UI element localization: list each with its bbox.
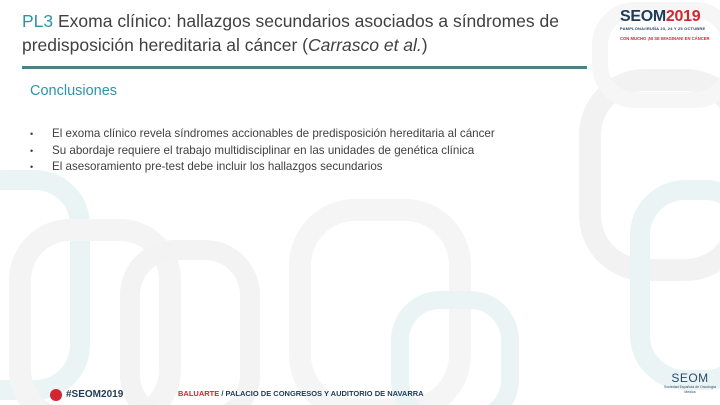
venue-highlight: BALUARTE — [178, 389, 220, 398]
title-code: PL3 — [22, 11, 54, 31]
conclusions-list — [30, 126, 590, 176]
title-close: ) — [421, 35, 428, 55]
slide-title — [22, 9, 582, 57]
list-item-text: El exoma clínico revela síndromes accionables de predisposición hereditaria al cáncer — [52, 127, 495, 140]
hashtag-icon — [50, 389, 62, 401]
list-item-text: El asesoramiento pre-test debe incluir los hallazgos secundarios — [52, 160, 383, 173]
logo-wordmark — [620, 8, 716, 26]
logo-name: SEOM — [620, 8, 666, 25]
logo-tagline: PAMPLONA/IRUÑA 23, 24 Y 25 OCTUBRE — [620, 26, 706, 31]
list-item — [30, 126, 590, 143]
list-item-text: Su abordaje requiere el trabajo multidisciplinar en las unidades de genética clínica — [52, 143, 475, 157]
list-item — [30, 143, 590, 160]
footer-hashtag: #SEOM2019 — [66, 389, 124, 400]
bullet-marker: • — [30, 145, 34, 156]
title-authors: Carrasco et al. — [307, 35, 422, 55]
bullet-marker: • — [30, 162, 34, 172]
section-heading: Conclusiones — [30, 83, 118, 99]
footer-org-full: Sociedad Española de Oncología Médica — [664, 385, 716, 394]
list-item — [30, 159, 590, 176]
seom-2019-logo — [620, 8, 716, 50]
title-text: Exoma clínico: hallazgos secundarios asociados a síndromes de predisposición hereditaria al cáncer ( — [22, 11, 559, 55]
footer-org-name: SEOM — [671, 371, 709, 385]
seom-footer-logo — [664, 372, 716, 394]
venue-text: / PALACIO DE CONGRESOS Y AUDITORIO DE NAVARRA — [219, 389, 424, 398]
title-divider — [22, 66, 587, 69]
logo-year: 2019 — [665, 8, 701, 25]
logo-slogan: CON MUCHO ¡NI SE IMAGINAN! EN CÁNCER — [620, 36, 710, 41]
footer-venue — [178, 389, 424, 398]
bullet-marker: • — [30, 129, 34, 139]
